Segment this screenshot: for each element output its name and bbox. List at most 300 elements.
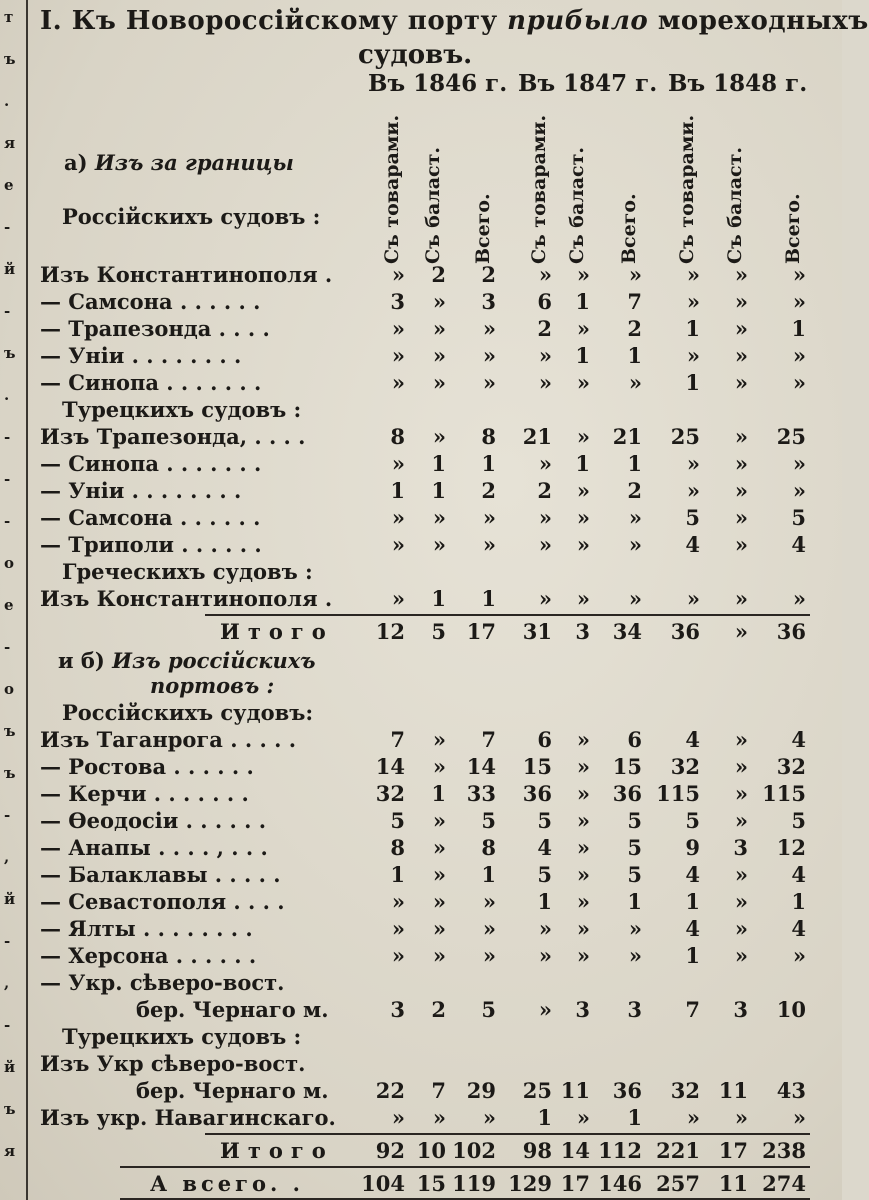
table-cell: » [792, 451, 806, 476]
year-1846: Въ 1846 г. [368, 70, 508, 97]
table-cell: 14 [375, 754, 405, 779]
strip-glyph: - [4, 932, 11, 950]
row-label: Итого [220, 1138, 334, 1163]
table-cell: » [576, 727, 590, 752]
table-cell: » [482, 343, 496, 368]
year-headers [368, 70, 838, 100]
table-cell: » [576, 808, 590, 833]
table-cell: 5 [627, 862, 642, 887]
table-row [40, 835, 840, 862]
strip-glyph: й [4, 890, 16, 908]
table-cell: 221 [656, 1138, 700, 1163]
title-prefix: I. Къ Новороссійскому порту [40, 6, 508, 36]
table-cell: » [391, 505, 405, 530]
table-cell: » [628, 505, 642, 530]
strip-glyph: , [4, 974, 10, 992]
table-cell: » [482, 505, 496, 530]
table-cell: » [482, 943, 496, 968]
table-cell: » [576, 424, 590, 449]
table-cell: » [432, 316, 446, 341]
table-cell: » [792, 478, 806, 503]
row-label: Турецкихъ судовъ : [62, 397, 302, 422]
row-label: — Уніи . . . . . . . . [40, 478, 242, 503]
table-cell: 1 [431, 451, 446, 476]
table-cell: 25 [522, 1078, 552, 1103]
table-cell: 1 [431, 478, 446, 503]
table-cell: 3 [575, 997, 590, 1022]
table-cell: » [432, 289, 446, 314]
table-row [40, 289, 840, 316]
row-label: Изъ Константинополя . [40, 586, 333, 611]
row-label: Изъ Константинополя . [40, 262, 333, 287]
row-label: — Керчи . . . . . . . [40, 781, 249, 806]
strip-glyph: - [4, 512, 11, 530]
table-row [40, 997, 840, 1024]
table-cell: 7 [481, 727, 496, 752]
table-cell: » [576, 586, 590, 611]
strip-glyph: й [4, 260, 16, 278]
section-a-label [64, 150, 294, 175]
row-label: — Ѳеодосіи . . . . . . [40, 808, 267, 833]
table-cell: 14 [466, 754, 496, 779]
table-cell: » [734, 754, 748, 779]
table-cell: 17 [466, 619, 496, 644]
year-1848: Въ 1848 г. [668, 70, 808, 97]
table-cell: 34 [612, 619, 642, 644]
table-cell: 8 [481, 835, 496, 860]
table-cell: 2 [431, 262, 446, 287]
table-cell: » [734, 889, 748, 914]
column-header-text: Съ баласт. [724, 147, 746, 264]
table-cell: 22 [375, 1078, 405, 1103]
table-cell: 1 [431, 781, 446, 806]
table-cell: » [432, 1105, 446, 1130]
table-cell: 5 [627, 835, 642, 860]
column-header [420, 104, 450, 264]
title-italic: прибыло [507, 6, 649, 36]
group-heading [40, 1024, 840, 1051]
table-cell: 3 [733, 997, 748, 1022]
section-b-italic: Изъ россійскихъ [112, 648, 316, 673]
table-cell: 10 [416, 1138, 446, 1163]
table-cell: » [734, 1105, 748, 1130]
row-label: — Триполи . . . . . . [40, 532, 262, 557]
table-cell: 17 [560, 1171, 590, 1196]
table-cell: 119 [452, 1171, 496, 1196]
table-cell: » [734, 262, 748, 287]
table-cell: 1 [685, 889, 700, 914]
table-row [40, 316, 840, 343]
table-cell: 4 [791, 727, 806, 752]
column-header [470, 104, 500, 264]
row-label: — Самсона . . . . . . [40, 289, 261, 314]
row-label: — Самсона . . . . . . [40, 505, 261, 530]
table-cell: 8 [481, 424, 496, 449]
table-cell: 2 [627, 316, 642, 341]
column-header [564, 104, 594, 264]
table-cell: » [391, 889, 405, 914]
table-cell: » [432, 916, 446, 941]
table-cell: 1 [537, 1105, 552, 1130]
table-cell: 25 [776, 424, 806, 449]
table-cell: 3 [390, 997, 405, 1022]
column-header [722, 104, 752, 264]
table-cell: 1 [627, 451, 642, 476]
table-cell: 4 [685, 916, 700, 941]
row-label: — Ростова . . . . . . [40, 754, 254, 779]
table-cell: » [538, 997, 552, 1022]
table-cell: » [576, 781, 590, 806]
table-cell: » [432, 727, 446, 752]
table-cell: 2 [537, 316, 552, 341]
table-cell: » [391, 316, 405, 341]
table-cell: » [686, 262, 700, 287]
table-row [40, 727, 840, 754]
table-cell: » [391, 943, 405, 968]
table-row [40, 262, 840, 289]
table-cell: » [576, 505, 590, 530]
table-row [40, 424, 840, 451]
table-cell: 257 [656, 1171, 700, 1196]
table-cell: » [792, 289, 806, 314]
table-cell: 238 [762, 1138, 806, 1163]
table-cell: 4 [791, 532, 806, 557]
table-cell: » [432, 754, 446, 779]
table-cell: 115 [656, 781, 700, 806]
table-cell: 15 [416, 1171, 446, 1196]
table-cell: 274 [762, 1171, 806, 1196]
table-cell: 36 [612, 781, 642, 806]
table-cell: » [734, 316, 748, 341]
table-cell: » [576, 835, 590, 860]
table-cell: 112 [598, 1138, 642, 1163]
table-cell: » [576, 916, 590, 941]
table-cell: » [482, 916, 496, 941]
table-cell: » [686, 478, 700, 503]
row-label: Изъ укр. Навагинскаго. [40, 1105, 336, 1130]
table-cell: 7 [390, 727, 405, 752]
table-cell: 1 [481, 586, 496, 611]
strip-glyph: - [4, 428, 11, 446]
column-header-text: Всего. [618, 193, 640, 264]
table-cell: 43 [776, 1078, 806, 1103]
table-cell: » [628, 532, 642, 557]
strip-glyph: . [4, 386, 10, 404]
column-header [379, 104, 409, 264]
table-cell: 5 [627, 808, 642, 833]
table-cell: » [734, 586, 748, 611]
table-cell: 115 [762, 781, 806, 806]
year-1847: Въ 1847 г. [518, 70, 658, 97]
table-cell: » [538, 505, 552, 530]
section-b-italic-2: портовъ : [150, 673, 275, 698]
strip-glyph: о [4, 680, 15, 698]
row-label: — Синопа . . . . . . . [40, 370, 262, 395]
strip-glyph: - [4, 218, 11, 236]
strip-glyph: . [4, 92, 10, 110]
row-label: — Севастополя . . . . [40, 889, 285, 914]
table-cell: 7 [685, 997, 700, 1022]
table-cell: » [734, 781, 748, 806]
table-cell: 10 [776, 997, 806, 1022]
section-a-italic: Изъ за границы [94, 150, 294, 175]
table-cell: » [538, 451, 552, 476]
table-cell: 1 [627, 1105, 642, 1130]
row-label: Турецкихъ судовъ : [62, 1024, 302, 1049]
column-header [674, 104, 704, 264]
table-cell: 5 [431, 619, 446, 644]
table-cell: » [628, 943, 642, 968]
table-cell: 98 [522, 1138, 552, 1163]
table-cell: 32 [375, 781, 405, 806]
table-cell: 1 [390, 862, 405, 887]
table-cell: 12 [776, 835, 806, 860]
row-label: Итого [220, 619, 334, 644]
table-rule [205, 1133, 810, 1135]
table-row [40, 889, 840, 916]
row-label: — Уніи . . . . . . . . [40, 343, 242, 368]
strip-glyph: ъ [4, 344, 16, 362]
table-cell: » [391, 1105, 405, 1130]
table-cell: » [576, 478, 590, 503]
section-b-prefix: и б) [58, 648, 113, 673]
table-cell: 1 [481, 862, 496, 887]
table-row [40, 862, 840, 889]
strip-glyph: я [4, 1142, 16, 1160]
table-cell: » [482, 1105, 496, 1130]
table-cell: 4 [791, 862, 806, 887]
table-cell: 36 [776, 619, 806, 644]
table-cell: 5 [390, 808, 405, 833]
row-label: — Херсона . . . . . . [40, 943, 257, 968]
strip-glyph: е [4, 176, 14, 194]
table-row [40, 370, 840, 397]
table-cell: 1 [685, 943, 700, 968]
column-header-text: Всего. [782, 193, 804, 264]
group-heading [40, 397, 840, 424]
table-cell: 33 [466, 781, 496, 806]
table-cell: 36 [522, 781, 552, 806]
table-cell: 2 [481, 478, 496, 503]
table-cell: 1 [627, 889, 642, 914]
table-cell: » [628, 586, 642, 611]
table-cell: » [576, 370, 590, 395]
table-cell: 5 [481, 808, 496, 833]
table-cell: 5 [791, 808, 806, 833]
table-cell: » [538, 343, 552, 368]
table-cell: » [432, 343, 446, 368]
table-cell: » [686, 289, 700, 314]
table-cell: 29 [466, 1078, 496, 1103]
table-cell: » [734, 451, 748, 476]
table-cell: 6 [537, 727, 552, 752]
strip-glyph: - [4, 638, 11, 656]
table-cell: » [734, 808, 748, 833]
table-cell: 32 [670, 754, 700, 779]
table-cell: 1 [685, 316, 700, 341]
table-cell: » [576, 1105, 590, 1130]
table-rule [205, 614, 810, 616]
table-cell: 3 [390, 289, 405, 314]
table-cell: 2 [431, 997, 446, 1022]
table-cell: » [432, 943, 446, 968]
row-label: бер. Чернаго м. [136, 1078, 329, 1103]
table-row [40, 343, 840, 370]
column-header [526, 104, 556, 264]
strip-glyph: е [4, 596, 14, 614]
table-row [40, 586, 840, 613]
table-cell: 14 [560, 1138, 590, 1163]
table-cell: 6 [537, 289, 552, 314]
table-cell: » [734, 916, 748, 941]
table-cell: 3 [733, 835, 748, 860]
row-label: — Синопа . . . . . . . [40, 451, 262, 476]
title-line2: судовъ. [358, 40, 473, 70]
table-cell: 104 [361, 1171, 405, 1196]
strip-glyph: я [4, 134, 16, 152]
section-b-label [58, 648, 316, 673]
table-cell: » [432, 424, 446, 449]
row-label: А всего. . [150, 1171, 304, 1196]
adjacent-column-edge [0, 0, 28, 1200]
table-cell: » [391, 532, 405, 557]
table-cell: 1 [575, 289, 590, 314]
table-cell: » [792, 343, 806, 368]
title-suffix: мореходныхъ [648, 6, 869, 36]
table-cell: » [734, 619, 748, 644]
strip-glyph: ъ [4, 1100, 16, 1118]
table-cell: » [686, 1105, 700, 1130]
table-row [40, 781, 840, 808]
table-cell: 5 [537, 862, 552, 887]
table-cell: 36 [670, 619, 700, 644]
table-cell: » [538, 532, 552, 557]
table-cell: 92 [375, 1138, 405, 1163]
table-cell: 5 [791, 505, 806, 530]
row-label: Россійскихъ судовъ : [62, 204, 321, 229]
table-cell: 4 [791, 916, 806, 941]
strip-glyph: - [4, 1016, 11, 1034]
column-header-text: Съ баласт. [422, 147, 444, 264]
table-row [40, 1105, 840, 1132]
table-cell: » [576, 754, 590, 779]
table-cell: » [391, 586, 405, 611]
table-cell: 25 [670, 424, 700, 449]
strip-glyph: - [4, 806, 11, 824]
table-cell: » [432, 835, 446, 860]
table-row [40, 808, 840, 835]
total-row [40, 1138, 840, 1165]
table-cell: 4 [685, 727, 700, 752]
row-label: — Укр. сѣверо-вост. [40, 970, 285, 995]
table-cell: 12 [375, 619, 405, 644]
group-heading [40, 204, 840, 231]
table-row [40, 532, 840, 559]
column-header [780, 104, 810, 264]
column-header-text: Съ товарами. [676, 114, 698, 264]
table-cell: 1 [575, 343, 590, 368]
table-cell: 5 [537, 808, 552, 833]
row-label: бер. Чернаго м. [136, 997, 329, 1022]
table-cell: 1 [537, 889, 552, 914]
table-cell: » [482, 889, 496, 914]
strip-glyph: , [4, 848, 10, 866]
column-header-text: Всего. [472, 193, 494, 264]
table-cell: » [432, 862, 446, 887]
table-cell: » [576, 889, 590, 914]
table-cell: 15 [522, 754, 552, 779]
strip-glyph: - [4, 302, 11, 320]
table-cell: » [576, 532, 590, 557]
table-cell: 31 [522, 619, 552, 644]
table-cell: 5 [685, 505, 700, 530]
table-cell: » [686, 451, 700, 476]
table-cell: 5 [481, 997, 496, 1022]
table-cell: 2 [537, 478, 552, 503]
table-cell: 8 [390, 424, 405, 449]
strip-glyph: т [4, 8, 14, 26]
table-cell: » [792, 586, 806, 611]
grand-total-row [40, 1171, 840, 1198]
table-cell: » [628, 370, 642, 395]
group-heading [40, 700, 840, 727]
table-cell: » [538, 370, 552, 395]
table-cell: » [734, 424, 748, 449]
table-row [40, 1078, 840, 1105]
row-label: Изъ Укр сѣверо-вост. [40, 1051, 306, 1076]
table-cell: » [686, 586, 700, 611]
table-cell: 15 [612, 754, 642, 779]
table-cell: 36 [612, 1078, 642, 1103]
table-cell: 1 [575, 451, 590, 476]
row-label: — Трапезонда . . . . [40, 316, 270, 341]
table-cell: 102 [452, 1138, 496, 1163]
row-label: — Балаклавы . . . . . [40, 862, 281, 887]
column-header-text: Съ товарами. [528, 114, 550, 264]
group-heading [40, 559, 840, 586]
table-cell: » [792, 943, 806, 968]
table-cell: » [734, 532, 748, 557]
table-cell: » [538, 916, 552, 941]
table-cell: 3 [575, 619, 590, 644]
table-cell: » [628, 916, 642, 941]
table-cell: » [538, 586, 552, 611]
table-cell: » [482, 316, 496, 341]
table-row [40, 505, 840, 532]
table-cell: 1 [627, 343, 642, 368]
table-cell: 32 [776, 754, 806, 779]
strip-glyph: ъ [4, 50, 16, 68]
table-cell: 2 [627, 478, 642, 503]
table-cell: 32 [670, 1078, 700, 1103]
table-cell: 21 [522, 424, 552, 449]
table-cell: » [391, 370, 405, 395]
strip-glyph: й [4, 1058, 16, 1076]
table-cell: » [391, 262, 405, 287]
table-cell: 8 [390, 835, 405, 860]
table-cell: » [628, 262, 642, 287]
strip-glyph: ъ [4, 722, 16, 740]
table-cell: 9 [685, 835, 700, 860]
table-row [40, 1051, 840, 1078]
table-cell: 7 [627, 289, 642, 314]
table-row [40, 916, 840, 943]
table-cell: » [576, 862, 590, 887]
table-cell: 1 [685, 370, 700, 395]
table-cell: » [734, 862, 748, 887]
column-header [616, 104, 646, 264]
table-row [40, 478, 840, 505]
